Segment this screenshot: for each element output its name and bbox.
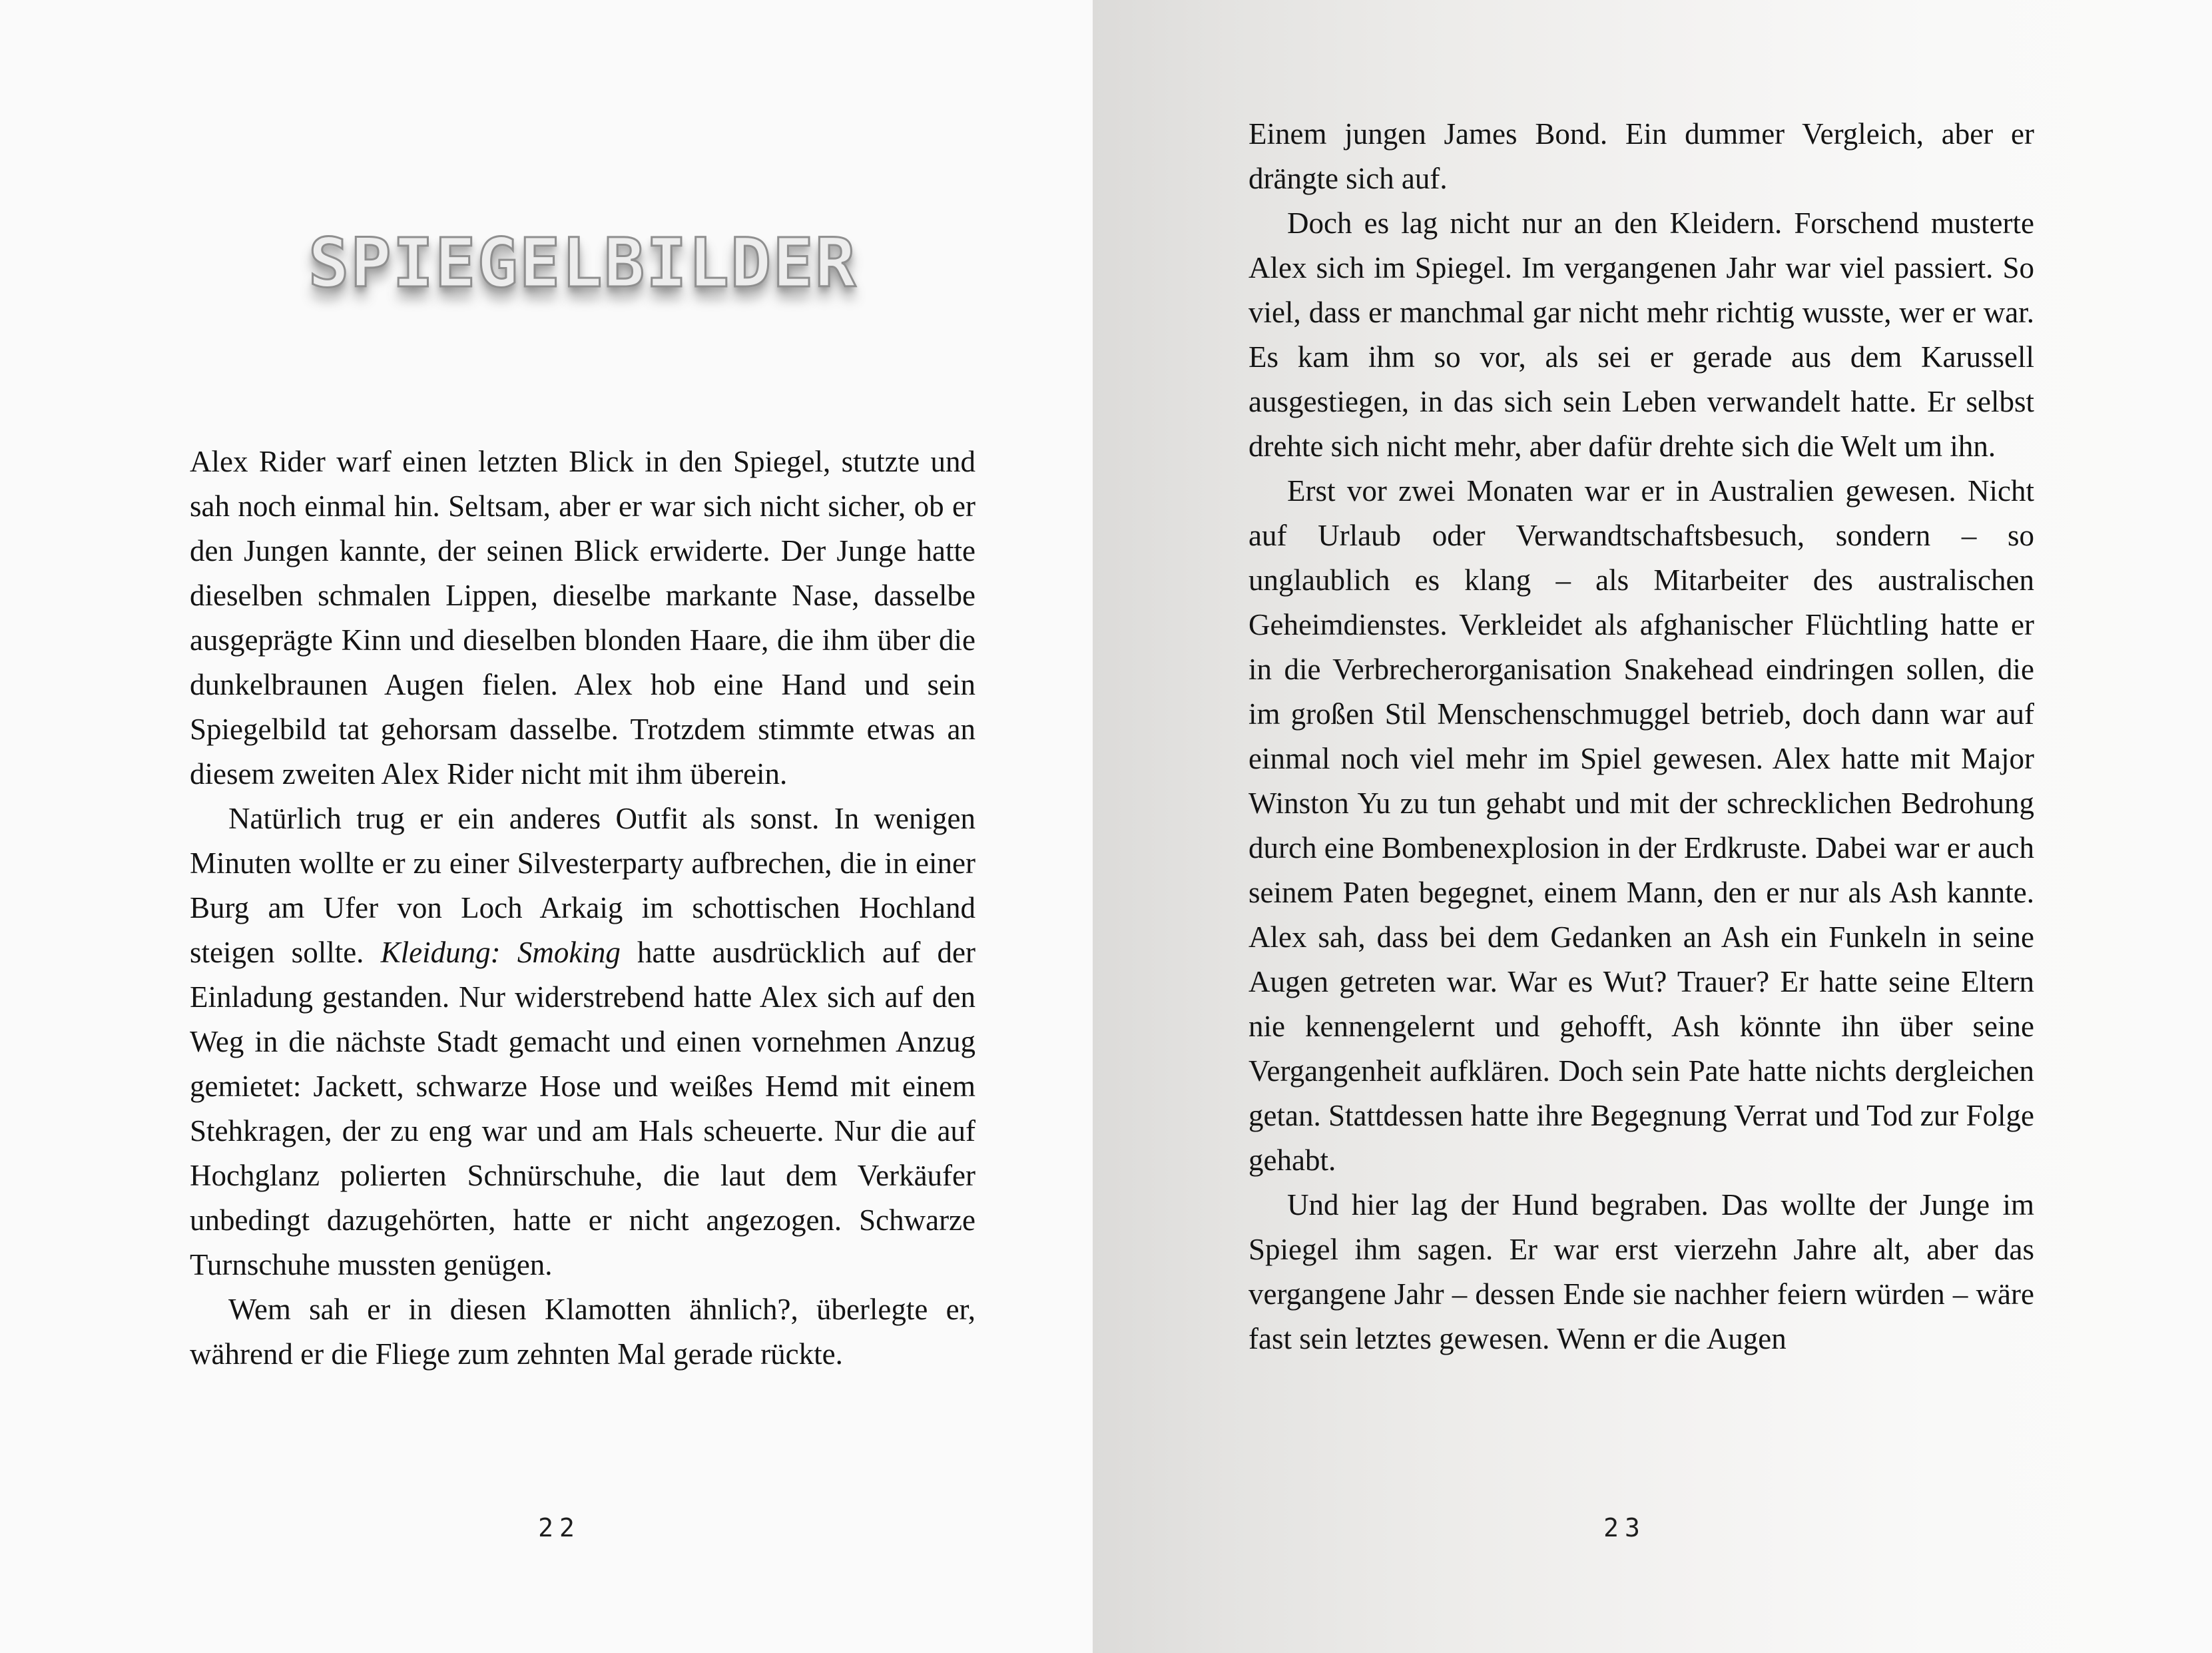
paragraph: Wem sah er in diesen Klamotten ähnlich?, überlegte er, während er die Fliege zum zehnten Mal gerade rückte. — [190, 1293, 975, 1371]
paragraph: Erst vor zwei Monaten war er in Australien gewesen. Nicht auf Urlaub oder Verwandtschaftsbesuch, sondern – so unglaublich es klang – als Mitarbeiter des australischen Geheimdienstes. Verkleidet als afghanischer Flüchtling hatte er in die Verbrecherorganisation Snakehead eindringen sollen, die im großen Stil Menschenschmuggel betrieb, doch dann war auf einmal noch viel mehr im Spiel gewesen. Alex hatte mit Major Winston Yu zu tun gehabt und mit der schrecklichen Bedrohung durch eine Bombenexplosion in der Erdkruste. Dabei war er auch seinem Paten begegnet, einem Mann, den er nur als Ash kannte. Alex sah, dass bei dem Gedanken an Ash ein Funkeln in seine Augen getreten war. War es Wut? Trauer? Er hatte seine Eltern nie kennengelernt und gehofft, Ash könnte ihn über seine Vergangenheit aufklären. Doch sein Pate hatte nichts dergleichen getan. Stattdessen hatte ihre Begegnung Verrat und Tod zur Folge gehabt. — [1248, 474, 2034, 1177]
left-page-number: 22 — [538, 1513, 581, 1542]
dress-code-italic-text: Kleidung: Smoking — [380, 936, 621, 969]
paragraph-text: hatte ausdrücklich auf der Einladung gestanden. Nur widerstrebend hatte Alex sich auf den Weg in die nächste Stadt gemacht und einen vornehmen Anzug gemietet: Jackett, schwarze Hose und weißes Hemd mit einem Stehkragen, der zu eng war und am Hals scheuerte. Nur die auf Hochglanz polierten Schnürschuhe, die laut dem Verkäufer unbedingt dazugehörten, hatte er nicht angezogen. Schwarze Turnschuhe mussten genügen. — [190, 936, 975, 1281]
paragraph: Doch es lag nicht nur an den Kleidern. Forschend musterte Alex sich im Spiegel. Im vergangenen Jahr war viel passiert. So viel, dass er manchmal gar nicht mehr richtig wusste, wer er war. Es kam ihm so vor, als sei er gerade aus dem Karussell ausgestiegen, in das sich sein Leben verwandelt hatte. Er selbst drehte sich nicht mehr, aber dafür drehte sich die Welt um ihn. — [1248, 206, 2034, 463]
left-page-text — [190, 440, 975, 1377]
right-page-number: 23 — [1603, 1513, 1646, 1542]
paragraph-text: Natürlich trug er ein anderes Outfit als sonst. In wenigen Minuten wollte er zu einer Silvesterparty aufbrechen, die in einer Burg am Ufer von Loch Arkaig im schottischen Hochland steigen sollte. — [190, 802, 975, 969]
right-page-text — [1248, 112, 2034, 1361]
paragraph — [190, 797, 975, 1287]
chapter-title: SPIEGELBILDER — [308, 224, 858, 303]
paragraph: Einem jungen James Bond. Ein dummer Vergleich, aber er drängte sich auf. — [1248, 117, 2034, 195]
paragraph: Alex Rider warf einen letzten Blick in den Spiegel, stutzte und sah noch einmal hin. Seltsam, aber er war sich nicht sicher, ob er den Jungen kannte, der seinen Blick erwiderte. Der Junge hatte dieselben schmalen Lippen, dieselbe markante Nase, dasselbe ausgeprägte Kinn und dieselben blonden Haare, die ihm über die dunkelbraunen Augen fielen. Alex hob eine Hand und sein Spiegelbild tat gehorsam dasselbe. Trotzdem stimmte etwas an diesem zweiten Alex Rider nicht mit ihm überein. — [190, 445, 975, 791]
paragraph: Und hier lag der Hund begraben. Das wollte der Junge im Spiegel ihm sagen. Er war erst vierzehn Jahre alt, aber das vergangene Jahr – dessen Ende sie nachher feiern würden – wäre fast sein letztes gewesen. Wenn er die Augen — [1248, 1188, 2034, 1355]
